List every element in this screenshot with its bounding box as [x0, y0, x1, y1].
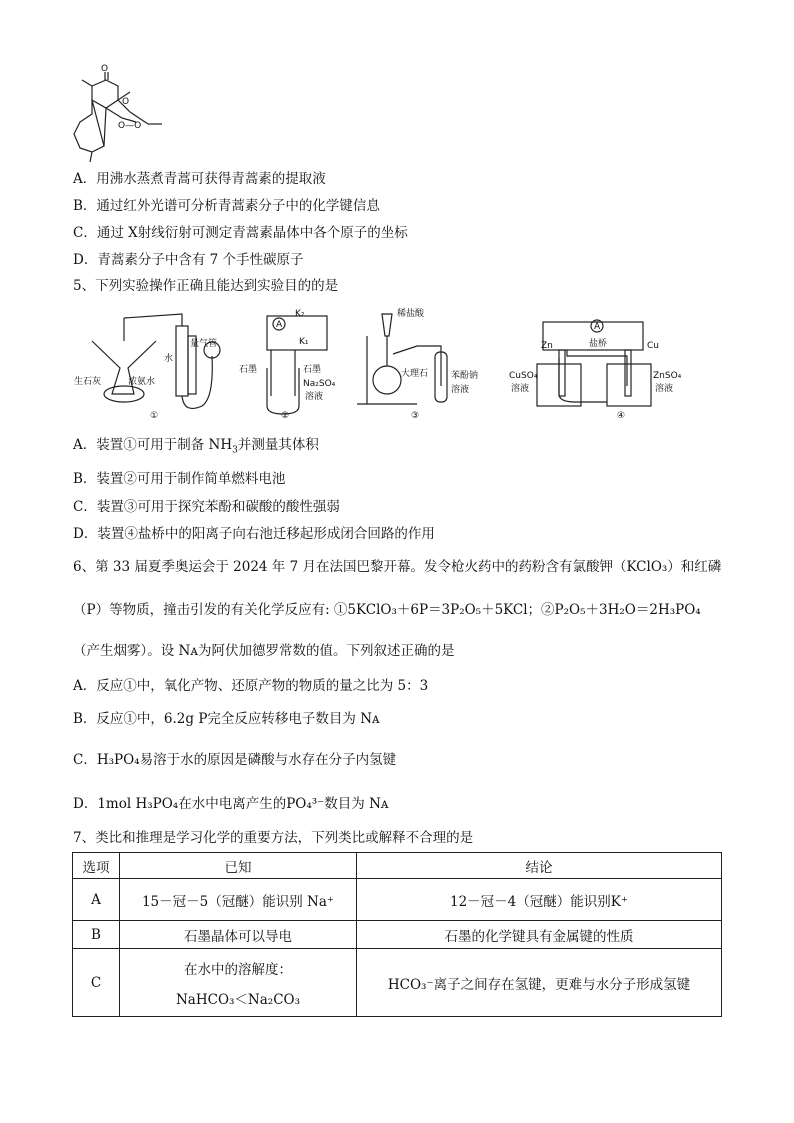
- apparatus-number-1: ①: [150, 411, 159, 421]
- table-row: [73, 949, 722, 1017]
- apparatus-1: [72, 306, 237, 424]
- apparatus-2: [237, 306, 347, 424]
- carbonyl-o: O: [101, 64, 109, 74]
- row-c-option: C: [73, 949, 120, 1017]
- label-solution-right: 溶液: [655, 384, 674, 394]
- q6-option-d: D．1mol H₃PO₄在水中电离产生的PO₄³⁻数目为 Nᴀ: [73, 796, 389, 812]
- header-option: 选项: [73, 853, 120, 879]
- q5-option-d: D．装置④盐桥中的阳离子向右池迁移起形成闭合回路的作用: [73, 526, 435, 542]
- ammeter-label: A: [276, 320, 283, 330]
- apparatus-4: [507, 306, 687, 424]
- label-water: 水: [164, 354, 174, 364]
- row-c-conclusion: HCO₃⁻离子之间存在氢键，更难与水分子形成氢键: [357, 949, 722, 1017]
- q6-option-b: B．反应①中，6.2g P完全反应转移电子数目为 Nᴀ: [73, 711, 380, 727]
- q4-option-b: B．通过红外光谱可分析青蒿素分子中的化学键信息: [73, 198, 380, 214]
- q5-option-a-post: 并测量其体积: [237, 437, 319, 453]
- q5-stem: 5、下列实验操作正确且能达到实验目的的是: [73, 278, 339, 294]
- label-cu: Cu: [647, 341, 659, 351]
- row-b-option: B: [73, 921, 120, 949]
- label-salt-bridge: 盐桥: [589, 339, 608, 349]
- label-cuso4: CuSO₄: [509, 371, 538, 381]
- ring-o: O: [122, 97, 130, 107]
- label-graphite-left: 石墨: [239, 365, 258, 375]
- apparatus-number-3: ③: [411, 411, 420, 421]
- peroxide-o: O—O: [118, 121, 142, 131]
- artemisinin-structure: [70, 62, 170, 162]
- table-row: [73, 921, 722, 949]
- table-row: [73, 879, 722, 921]
- apparatus-number-4: ④: [617, 411, 626, 421]
- q5-option-a-sub: 3: [232, 445, 238, 456]
- q5-option-a-pre: A．装置①可用于制备 NH: [73, 437, 233, 453]
- label-ammonia: 浓氨水: [128, 377, 156, 387]
- apparatus-number-2: ②: [281, 411, 290, 421]
- label-phenolate: 苯酚钠: [451, 371, 479, 381]
- q7-table: [72, 852, 722, 1017]
- row-b-known: 石墨晶体可以导电: [120, 921, 357, 949]
- q4-option-d: D．青蒿素分子中含有 7 个手性碳原子: [73, 252, 304, 268]
- q5-option-b: B．装置②可用于制作简单燃料电池: [73, 471, 286, 487]
- row-a-known: 15－冠－5（冠醚）能识别 Na⁺: [120, 879, 357, 921]
- header-known: 已知: [120, 853, 357, 879]
- q6-option-c: C．H₃PO₄易溶于水的原因是磷酸与水存在分子内氢键: [73, 752, 397, 768]
- apparatus-3: [357, 306, 492, 424]
- q6-stem-line3: （产生烟雾）。设 Nᴀ为阿伏加德罗常数的值。下列叙述正确的是: [73, 643, 455, 659]
- row-c-known2: NaHCO₃＜Na₂CO₃: [175, 991, 301, 1008]
- label-zn: Zn: [541, 341, 553, 351]
- label-solution: 溶液: [305, 392, 324, 402]
- label-marble: 大理石: [401, 369, 429, 379]
- label-znso4: ZnSO₄: [653, 371, 682, 381]
- q6-stem-line2: （P）等物质，撞击引发的有关化学反应有: ①5KClO₃＋6P＝3P₂O₅＋5KCl；②P₂O₅＋3H₂O＝2H₃PO₄: [73, 602, 701, 618]
- label-graphite-right: 石墨: [303, 365, 322, 375]
- row-c-known: 在水中的溶解度：: [184, 961, 292, 978]
- q5-option-a: [73, 436, 319, 460]
- switch-k1: K₁: [299, 337, 309, 347]
- q6-stem-line1: 6、第 33 届夏季奥运会于 2024 年 7 月在法国巴黎开幕。发令枪火药中的药粉含有氯酸钾（KClO₃）和红磷: [73, 559, 722, 575]
- label-gas-burette: 量气管: [190, 339, 218, 349]
- row-a-conclusion: 12－冠－4（冠醚）能识别K⁺: [357, 879, 722, 921]
- row-a-option: A: [73, 879, 120, 921]
- label-dilute-hcl: 稀盐酸: [397, 309, 425, 319]
- label-solution-left: 溶液: [511, 384, 530, 394]
- table-header-row: [73, 853, 722, 879]
- q5-option-c: C．装置③可用于探究苯酚和碳酸的酸性强弱: [73, 499, 340, 515]
- q7-stem: 7、类比和推理是学习化学的重要方法，下列类比或解释不合理的是: [73, 830, 474, 846]
- switch-k2: K₂: [295, 309, 305, 319]
- label-na2so4: Na₂SO₄: [303, 379, 336, 389]
- row-b-conclusion: 石墨的化学键具有金属键的性质: [357, 921, 722, 949]
- q4-option-c: C．通过 X射线衍射可测定青蒿素晶体中各个原子的坐标: [73, 225, 408, 241]
- row-c-known-cell: [120, 949, 357, 1017]
- label-solution-3: 溶液: [451, 385, 470, 395]
- label-quicklime: 生石灰: [74, 377, 102, 387]
- q6-option-a: A．反应①中，氧化产物、还原产物的物质的量之比为 5：3: [73, 678, 429, 694]
- header-conclusion: 结论: [357, 853, 722, 879]
- q4-option-a: A．用沸水蒸煮青蒿可获得青蒿素的提取液: [73, 171, 326, 187]
- ammeter-label-4: A: [594, 322, 601, 332]
